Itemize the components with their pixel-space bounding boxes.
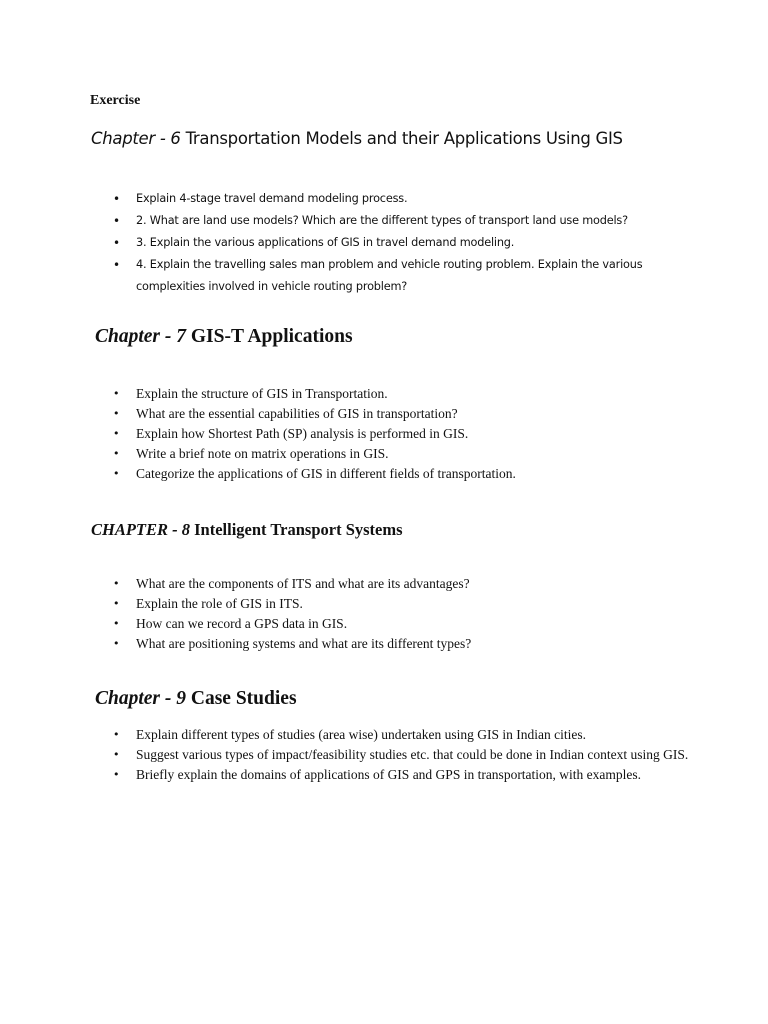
list-item: • What are positioning systems and what are its different types? — [113, 634, 693, 654]
list-item: • Explain different types of studies (area wise) undertaken using GIS in Indian cities. — [113, 727, 698, 743]
chapter-9-heading — [95, 688, 297, 710]
chapter-9-title: Case Studies — [190, 688, 297, 709]
chapter-8-title: Intelligent Transport Systems — [194, 520, 403, 539]
chapter-8-heading — [91, 520, 403, 540]
list-item: • What are the components of ITS and what are its advantages? — [113, 574, 693, 594]
exercise-label: Exercise — [90, 93, 141, 108]
list-item: • Explain how Shortest Path (SP) analysis is performed in GIS. — [113, 424, 693, 444]
chapter-7-title: GIS-T Applications — [190, 326, 353, 347]
list-item: • How can we record a GPS data in GIS. — [113, 614, 693, 634]
chapter-7-number: Chapter - 7 — [95, 326, 187, 347]
chapter-6-number: Chapter - 6 — [91, 129, 181, 148]
list-item: • 4. Explain the travelling sales man problem and vehicle routing problem. Explain the various complexities involved in vehicle routing problem? — [113, 254, 683, 298]
list-item: • Explain the structure of GIS in Transportation. — [113, 384, 693, 404]
list-item: • Explain 4-stage travel demand modeling process. — [113, 188, 683, 210]
list-item: • Suggest various types of impact/feasibility studies etc. that could be done in Indian context using GIS. — [113, 747, 698, 763]
chapter-8-number: CHAPTER - 8 — [91, 520, 191, 539]
list-item: • 3. Explain the various applications of GIS in travel demand modeling. — [113, 232, 683, 254]
chapter-6-heading — [91, 129, 623, 148]
list-item: • Categorize the applications of GIS in different fields of transportation. — [113, 464, 693, 484]
chapter-6-title: Transportation Models and their Applications Using GIS — [185, 129, 623, 148]
chapter-9-questions — [113, 727, 698, 787]
list-item: • 2. What are land use models? Which are the different types of transport land use models? — [113, 210, 683, 232]
list-item: • What are the essential capabilities of GIS in transportation? — [113, 404, 693, 424]
chapter-7-questions — [113, 384, 693, 484]
list-item: • Write a brief note on matrix operations in GIS. — [113, 444, 693, 464]
list-item: • Explain the role of GIS in ITS. — [113, 594, 693, 614]
chapter-7-heading — [95, 326, 353, 348]
chapter-8-questions — [113, 574, 693, 654]
chapter-9-number: Chapter - 9 — [95, 688, 187, 709]
chapter-6-questions — [113, 188, 683, 298]
list-item: • Briefly explain the domains of applications of GIS and GPS in transportation, with examples. — [113, 767, 698, 783]
